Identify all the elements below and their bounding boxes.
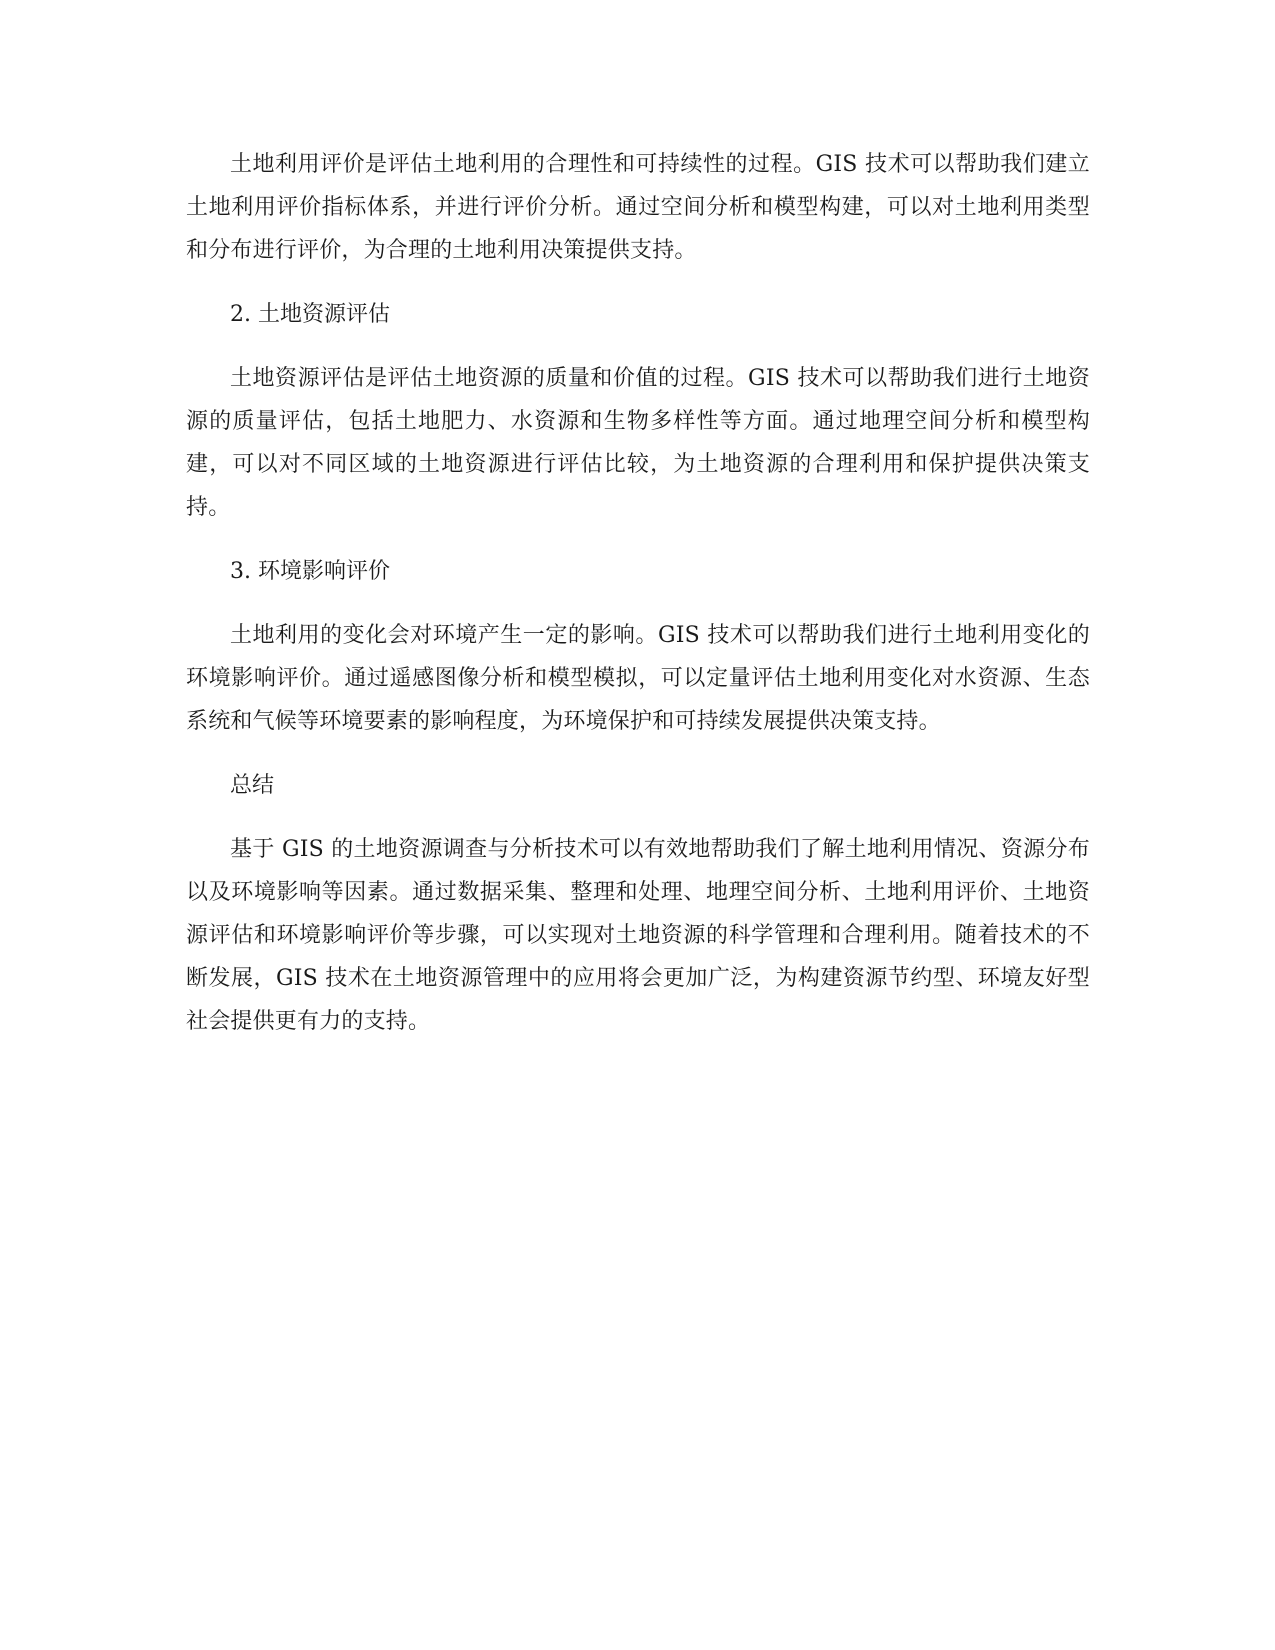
section-heading-summary: 总结 xyxy=(230,773,275,798)
paragraph-summary: 基于 GIS 的土地资源调查与分析技术可以有效地帮助我们了解土地利用情况、资源分布以及环境影响等因素。通过数据采集、整理和处理、地理空间分析、土地利用评价、土地资源评估和环境影响评价等步骤，可以实现对土地资源的科学管理和合理利用。随着技术的不断发展，GIS 技术在土地资源管理中的应用将会更加广泛，为构建资源节约型、环境友好型社会提供更有力的支持。 xyxy=(186,837,1090,1034)
paragraph-land-use-evaluation: 土地利用评价是评估土地利用的合理性和可持续性的过程。GIS 技术可以帮助我们建立土地利用评价指标体系，并进行评价分析。通过空间分析和模型构建，可以对土地利用类型和分布进行评价，为合理的土地利用决策提供支持。 xyxy=(186,152,1090,263)
document-body xyxy=(186,143,1090,1043)
paragraph-land-resource-assessment: 土地资源评估是评估土地资源的质量和价值的过程。GIS 技术可以帮助我们进行土地资源的质量评估，包括土地肥力、水资源和生物多样性等方面。通过地理空间分析和模型构建，可以对不同区域的土地资源进行评估比较，为土地资源的合理利用和保护提供决策支持。 xyxy=(186,366,1090,520)
section-heading-land-resource-assessment: 2. 土地资源评估 xyxy=(230,302,390,327)
section-heading-environmental-impact: 3. 环境影响评价 xyxy=(230,559,390,584)
paragraph-environmental-impact: 土地利用的变化会对环境产生一定的影响。GIS 技术可以帮助我们进行土地利用变化的环境影响评价。通过遥感图像分析和模型模拟，可以定量评估土地利用变化对水资源、生态系统和气候等环境要素的影响程度，为环境保护和可持续发展提供决策支持。 xyxy=(186,623,1090,734)
